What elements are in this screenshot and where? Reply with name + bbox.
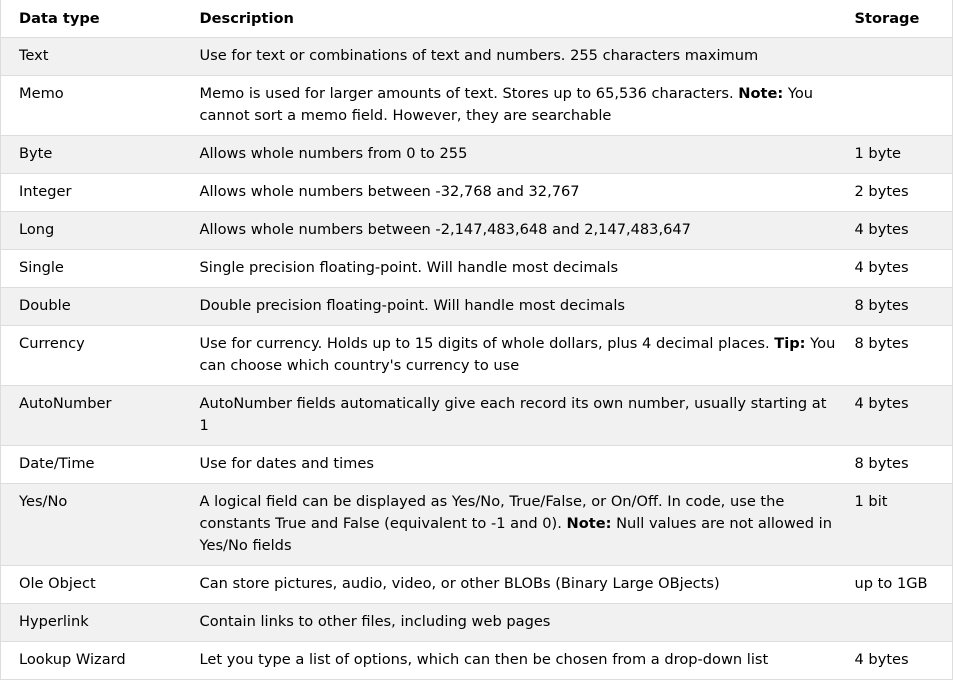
cell-description <box>182 446 847 484</box>
cell-description <box>182 136 847 174</box>
cell-storage: 8 bytes <box>847 326 953 386</box>
table-row <box>1 642 953 680</box>
note-text: Null values are not allowed in Yes/No fields <box>199 515 832 554</box>
description-text: Allows whole numbers from 0 to 255 <box>199 145 468 162</box>
table-row <box>1 76 953 136</box>
description-text: AutoNumber fields automatically give each record its own number, usually starting at 1 <box>199 395 827 434</box>
table-row <box>1 446 953 484</box>
header-data-type: Data type <box>19 10 100 27</box>
cell-data-type: Text <box>1 38 182 76</box>
cell-description <box>182 250 847 288</box>
description-text: Use for text or combinations of text and numbers. 255 characters maximum <box>199 47 759 64</box>
cell-storage <box>847 38 953 76</box>
cell-data-type: Integer <box>1 174 182 212</box>
note-label: Tip: <box>774 335 806 352</box>
cell-description <box>182 604 847 642</box>
table-header <box>1 0 953 38</box>
note-text: You cannot sort a memo field. However, they are searchable <box>199 85 814 124</box>
description-text: Single precision floating-point. Will handle most decimals <box>199 259 619 276</box>
table-row <box>1 174 953 212</box>
cell-description <box>182 484 847 566</box>
table-row <box>1 250 953 288</box>
cell-storage: 1 byte <box>847 136 953 174</box>
cell-description <box>182 288 847 326</box>
cell-data-type: Long <box>1 212 182 250</box>
cell-storage: 4 bytes <box>847 642 953 680</box>
cell-storage: 4 bytes <box>847 212 953 250</box>
cell-description <box>182 326 847 386</box>
table-row <box>1 212 953 250</box>
cell-description <box>182 566 847 604</box>
header-description: Description <box>199 10 294 27</box>
cell-data-type: Byte <box>1 136 182 174</box>
cell-data-type: AutoNumber <box>1 386 182 446</box>
cell-data-type: Hyperlink <box>1 604 182 642</box>
cell-storage <box>847 604 953 642</box>
cell-storage <box>847 76 953 136</box>
table-body <box>1 38 953 680</box>
cell-storage: 4 bytes <box>847 386 953 446</box>
description-text: Allows whole numbers between -32,768 and 32,767 <box>199 183 580 200</box>
cell-data-type: Date/Time <box>1 446 182 484</box>
table-row <box>1 484 953 566</box>
table-row <box>1 386 953 446</box>
cell-storage: 8 bytes <box>847 288 953 326</box>
description-text: Use for dates and times <box>199 455 374 472</box>
description-text: Memo is used for larger amounts of text. Stores up to 65,536 characters. <box>199 85 734 102</box>
cell-description <box>182 212 847 250</box>
description-text: Contain links to other files, including web pages <box>199 613 551 630</box>
description-text: Allows whole numbers between -2,147,483,648 and 2,147,483,647 <box>199 221 691 238</box>
cell-description <box>182 642 847 680</box>
description-text: Let you type a list of options, which can then be chosen from a drop-down list <box>199 651 769 668</box>
cell-storage: 4 bytes <box>847 250 953 288</box>
description-text: Double precision floating-point. Will handle most decimals <box>199 297 625 314</box>
cell-data-type: Yes/No <box>1 484 182 566</box>
cell-data-type: Currency <box>1 326 182 386</box>
cell-description <box>182 38 847 76</box>
cell-storage: 1 bit <box>847 484 953 566</box>
header-row <box>1 0 953 38</box>
table-row <box>1 566 953 604</box>
cell-data-type: Lookup Wizard <box>1 642 182 680</box>
description-text: A logical field can be displayed as Yes/No, True/False, or On/Off. In code, use the constants True and False (equivalent to -1 and 0). <box>199 493 785 532</box>
cell-description <box>182 174 847 212</box>
table-row <box>1 288 953 326</box>
note-label: Note: <box>566 515 612 532</box>
table-row <box>1 326 953 386</box>
table-row <box>1 38 953 76</box>
cell-description <box>182 386 847 446</box>
cell-data-type: Memo <box>1 76 182 136</box>
description-text: Can store pictures, audio, video, or other BLOBs (Binary Large OBjects) <box>199 575 720 592</box>
cell-storage: 8 bytes <box>847 446 953 484</box>
description-text: Use for currency. Holds up to 15 digits of whole dollars, plus 4 decimal places. <box>199 335 770 352</box>
cell-description <box>182 76 847 136</box>
cell-data-type: Double <box>1 288 182 326</box>
table-row <box>1 604 953 642</box>
note-text: You can choose which country's currency to use <box>199 335 836 374</box>
header-storage: Storage <box>854 10 920 27</box>
cell-storage: up to 1GB <box>847 566 953 604</box>
cell-storage: 2 bytes <box>847 174 953 212</box>
cell-data-type: Single <box>1 250 182 288</box>
note-label: Note: <box>738 85 784 102</box>
cell-data-type: Ole Object <box>1 566 182 604</box>
table-row <box>1 136 953 174</box>
